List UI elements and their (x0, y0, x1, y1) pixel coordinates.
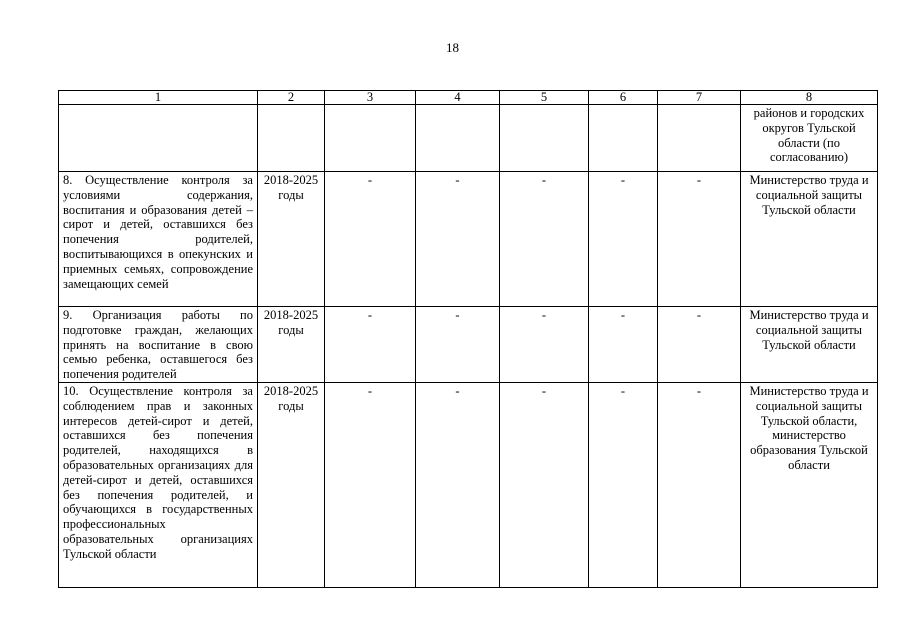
value-cell: - (500, 307, 589, 383)
table-row (59, 382, 878, 587)
value-cell: - (416, 307, 500, 383)
column-number: 2 (258, 91, 325, 105)
activity-cell: 10. Осуществление контроля за соблюдением прав и законных интересов детей-сирот и детей, оставшихся без попечения родителей, находящихся в образовательных организациях для детей-сирот и детей, оставшихся без попечения родителей, и обучающихся в государственных профессиональных образовательных организациях Тульской области (59, 382, 258, 587)
value-cell: - (416, 172, 500, 307)
value-cell: - (589, 307, 658, 383)
activity-cell (59, 105, 258, 172)
value-cell: - (500, 382, 589, 587)
period-cell (258, 105, 325, 172)
value-cell: - (416, 382, 500, 587)
value-cell: - (500, 172, 589, 307)
table-row (59, 172, 878, 307)
value-cell (500, 105, 589, 172)
period-cell: 2018-2025 годы (258, 382, 325, 587)
column-number: 7 (658, 91, 741, 105)
executor-cell: Министерство труда и социальной защиты Тульской области (741, 307, 878, 383)
value-cell (658, 105, 741, 172)
value-cell (589, 105, 658, 172)
column-number: 4 (416, 91, 500, 105)
value-cell: - (589, 382, 658, 587)
plan-table (58, 90, 878, 588)
value-cell (325, 105, 416, 172)
column-number: 1 (59, 91, 258, 105)
executor-cell: Министерство труда и социальной защиты Тульской области (741, 172, 878, 307)
activity-cell: 8. Осуществление контроля за условиями содержания, воспитания и образования детей – сирот и детей, оставшихся без попечения родителей, воспитывающихся в опекунских и приемных семьях, сопровождение замещающих семей (59, 172, 258, 307)
value-cell: - (325, 382, 416, 587)
period-cell: 2018-2025 годы (258, 307, 325, 383)
period-cell: 2018-2025 годы (258, 172, 325, 307)
table-row (59, 307, 878, 383)
value-cell: - (325, 172, 416, 307)
column-number: 6 (589, 91, 658, 105)
value-cell: - (325, 307, 416, 383)
value-cell: - (658, 382, 741, 587)
column-number-row (59, 91, 878, 105)
activity-cell: 9. Организация работы по подготовке граждан, желающих принять на воспитание в свою семью ребенка, оставшегося без попечения родителей (59, 307, 258, 383)
executor-cell: районов и городских округов Тульской области (по согласованию) (741, 105, 878, 172)
column-number: 3 (325, 91, 416, 105)
column-number: 8 (741, 91, 878, 105)
value-cell: - (589, 172, 658, 307)
column-number: 5 (500, 91, 589, 105)
value-cell (416, 105, 500, 172)
page-number: 18 (446, 40, 459, 55)
value-cell: - (658, 307, 741, 383)
table-row (59, 105, 878, 172)
executor-cell: Министерство труда и социальной защиты Тульской области, министерство образования Тульской области (741, 382, 878, 587)
value-cell: - (658, 172, 741, 307)
